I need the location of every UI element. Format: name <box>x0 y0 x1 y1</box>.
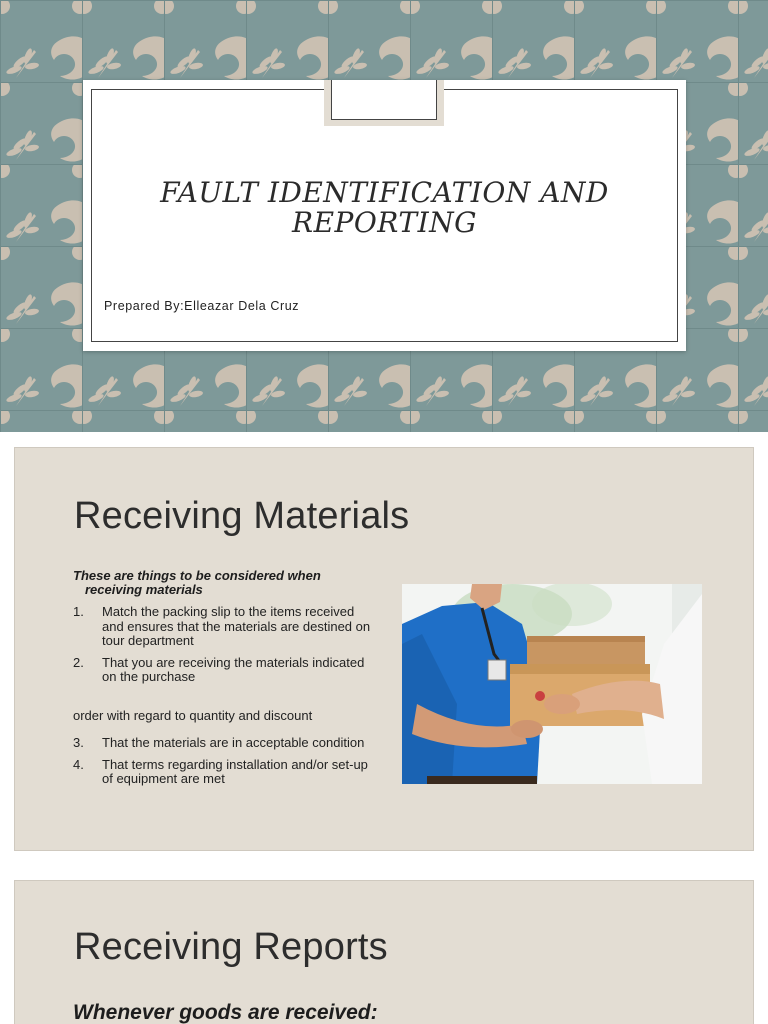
list-item: 3. That the materials are in acceptable condition <box>73 735 365 750</box>
receiving-reports-slide <box>14 880 754 1024</box>
slide-subheading: Whenever goods are received: <box>73 1001 378 1024</box>
author-line: Prepared By:Elleazar Dela Cruz <box>104 299 300 313</box>
title-slide <box>0 0 768 432</box>
criteria-list <box>73 605 373 692</box>
presentation-title: FAULT IDENTIFICATION AND REPORTING <box>160 176 609 239</box>
slide-heading: Receiving Materials <box>74 495 410 537</box>
criteria-list <box>73 736 373 794</box>
slide-heading: Receiving Reports <box>74 926 388 968</box>
delivery-photo <box>402 584 702 784</box>
title-tab-decoration <box>324 80 444 126</box>
list-item: 2. That you are receiving the materials indicated on the purchase <box>73 654 365 684</box>
title-card <box>83 80 686 351</box>
intro-text: These are things to be considered when receiving materials <box>73 568 321 597</box>
receiving-materials-slide <box>14 447 754 851</box>
list-continuation: order with regard to quantity and discount <box>73 708 313 723</box>
list-item: 1. Match the packing slip to the items received and ensures that the materials are destined on tour department <box>73 604 371 648</box>
list-item: 4. That terms regarding installation and/or set-up of equipment are met <box>73 756 368 786</box>
